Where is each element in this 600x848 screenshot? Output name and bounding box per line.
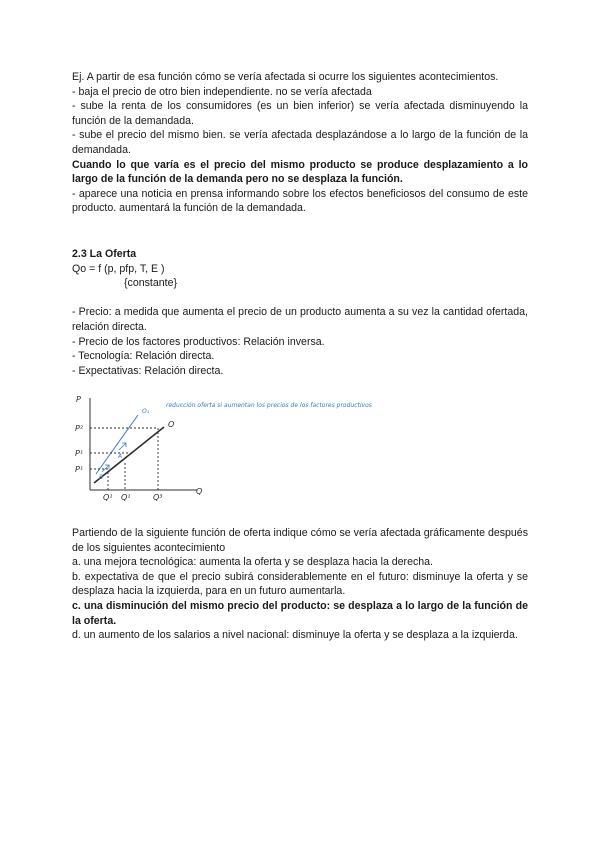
supply-section: [72, 247, 528, 378]
tick-q1a: Q¹: [103, 493, 113, 502]
example-line-news: - aparece una noticia en prensa informando sobre los efectos beneficiosos del consumo de este producto. aumentará la función de la demandada.: [72, 187, 528, 215]
tick-p0: P¹: [75, 465, 84, 474]
graph-annotation: reducción oferta si aumentan los precios de los factores productivos: [166, 402, 372, 409]
shift-arrow-upper: [119, 443, 126, 450]
spacer: [72, 291, 528, 306]
example-line-income: - sube la renta de los consumidores (es un bien inferior) se vería afectada disminuyendo la función de la demandada.: [72, 100, 528, 127]
supply-curve-o: [94, 427, 164, 483]
exercise-item-b: b. expectativa de que el precio subirá considerablemente en el futuro: disminuye la oferta y se desplaza hacia la izquierda, para en un futuro aumentarla.: [72, 570, 528, 598]
label-o: O: [168, 420, 175, 429]
tick-q1b: Q¹: [121, 493, 131, 502]
label-o1: O₁: [142, 408, 150, 415]
factor-expectations: - Expectativas: Relación directa.: [72, 364, 224, 377]
axis-label-p: P: [76, 395, 81, 404]
example-line-own-price: - sube el precio del mismo bien. se vería afectada desplazándose a lo largo de la función de la demandada.: [72, 129, 528, 156]
exercise-intro: Partiendo de la siguiente función de oferta indique cómo se vería afectada gráficamente después de los siguientes acontecimiento: [72, 527, 528, 554]
tick-p1: P¹: [75, 449, 84, 458]
factor-technology: - Tecnología: Relación directa.: [72, 350, 215, 363]
point-label-a: A: [118, 453, 123, 460]
bold-conclusion: Cuando lo que varía es el precio del mismo producto se produce desplazamiento a lo largo de la función de la demanda pero no se desplaza la función.: [72, 158, 528, 186]
tick-p2: P²: [75, 424, 84, 433]
factor-input-prices: - Precio de los factores productivos: Relación inversa.: [72, 335, 325, 348]
exercise-item-a: a. una mejora tecnológica: aumenta la oferta y se desplaza hacia la derecha.: [72, 556, 433, 569]
example-line-independent-good: - baja el precio de otro bien independiente. no se vería afectada: [72, 85, 372, 98]
exercise-item-c: c. una disminución del mismo precio del producto: se desplaza a lo largo de la función de la oferta.: [72, 599, 528, 627]
tick-q3: Q³: [153, 493, 163, 502]
point-label-b: B: [99, 474, 104, 481]
factor-price: - Precio: a medida que aumenta el precio de un producto aumenta a su vez la cantidad ofertada, relación directa.: [72, 306, 528, 333]
section-heading: 2.3 La Oferta: [72, 248, 137, 260]
supply-exercise-section: [72, 526, 528, 643]
supply-formula: Qo = f (p, pfp, T, E ): [72, 262, 165, 275]
example-intro: Ej. A partir de esa función cómo se vería afectada si ocurre los siguientes acontecimientos.: [72, 71, 499, 83]
exercise-item-d: d. un aumento de los salarios a nivel nacional: disminuye la oferta y se desplaza a la izquierda.: [72, 629, 518, 642]
constant-label: {constante}: [124, 277, 178, 290]
axis-label-q: Q: [196, 487, 203, 496]
supply-shift-sketch: [72, 388, 432, 508]
demand-examples-section: [72, 70, 528, 216]
